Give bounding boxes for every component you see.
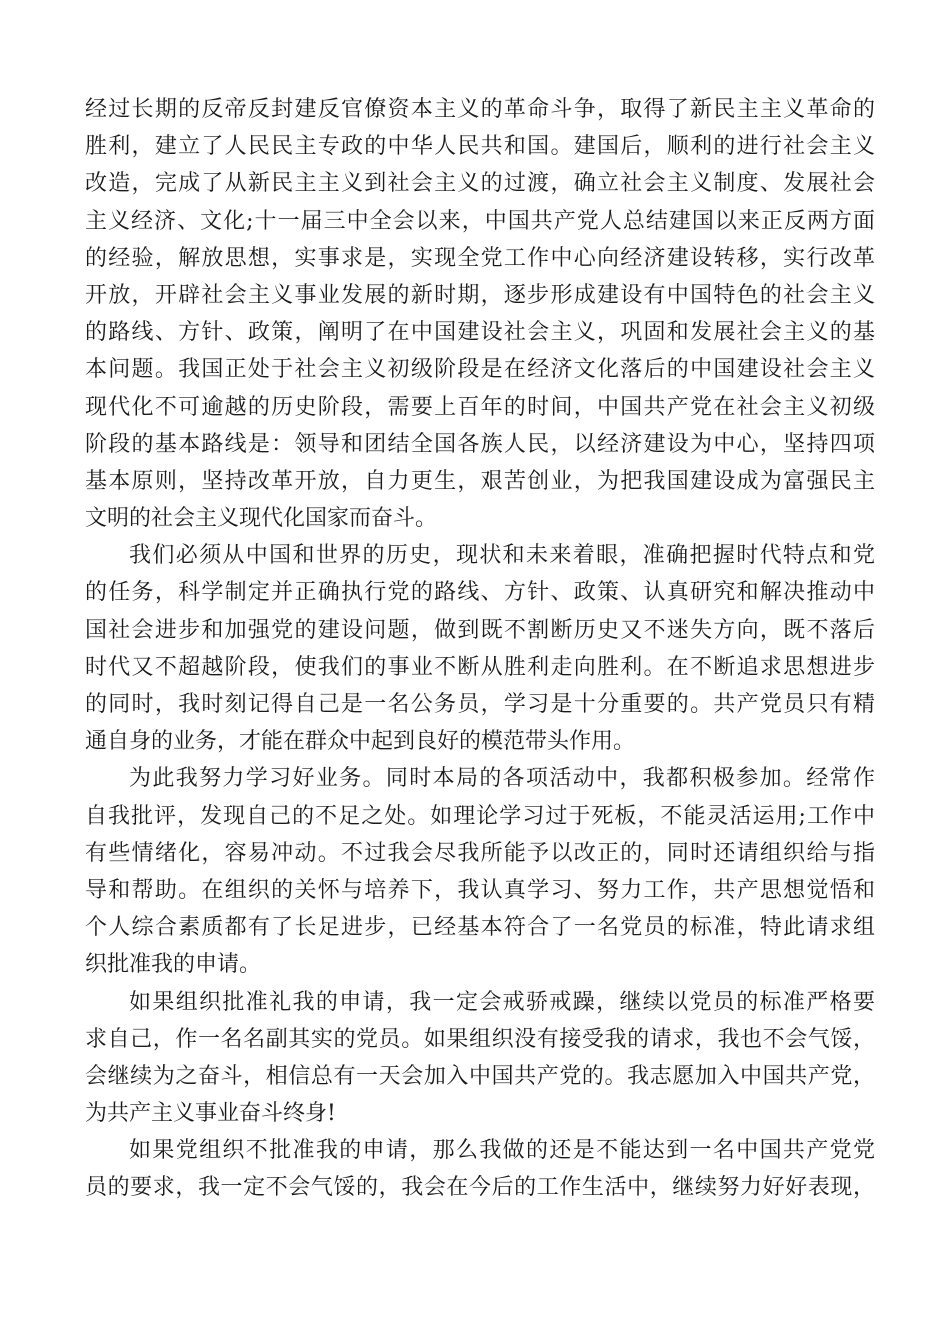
text-line: 有些情绪化，容易冲动。不过我会尽我所能予以改正的，同时还请组织给与指 xyxy=(85,840,875,866)
text-line: 通自身的业务，才能在群众中起到良好的模范带头作用。 xyxy=(85,729,636,755)
text-line: 求自己，作一名名副其实的党员。如果组织没有接受我的请求，我也不会气馁， xyxy=(85,1026,875,1052)
text-line: 个人综合素质都有了长足进步，已经基本符合了一名党员的标准，特此请求组 xyxy=(85,915,875,941)
text-line: 为共产主义事业奋斗终身! xyxy=(85,1101,336,1127)
paragraph-5 xyxy=(85,1132,875,1206)
text-line: 如果党组织不批准我的申请，那么我做的还是不能达到一名中国共产党党 xyxy=(129,1138,875,1164)
text-line: 导和帮助。在组织的关怀与培养下，我认真学习、努力工作，共产思想觉悟和 xyxy=(85,877,875,903)
text-line: 自我批评，发现自己的不足之处。如理论学习过于死板，不能灵活运用;工作中 xyxy=(85,803,875,829)
text-line: 员的要求，我一定不会气馁的，我会在今后的工作生活中，继续努力好好表现， xyxy=(85,1175,875,1201)
text-line: 的路线、方针、政策，阐明了在中国建设社会主义，巩固和发展社会主义的基 xyxy=(85,320,875,346)
text-line: 的经验，解放思想，实事求是，实现全党工作中心向经济建设转移，实行改革 xyxy=(85,245,875,271)
paragraph-2 xyxy=(85,537,875,760)
text-line: 开放，开辟社会主义事业发展的新时期，逐步形成建设有中国特色的社会主义 xyxy=(85,282,875,308)
text-line: 现代化不可逾越的历史阶段，需要上百年的时间，中国共产党在社会主义初级 xyxy=(85,394,875,420)
document-body xyxy=(85,91,875,1207)
text-line: 时代又不超越阶段，使我们的事业不断从胜利走向胜利。在不断追求思想进步 xyxy=(85,654,875,680)
text-line: 阶段的基本路线是：领导和团结全国各族人民，以经济建设为中心，坚持四项 xyxy=(85,431,875,457)
text-line: 会继续为之奋斗，相信总有一天会加入中国共产党的。我志愿加入中国共产党， xyxy=(85,1063,875,1089)
text-line: 如果组织批准礼我的申请，我一定会戒骄戒躁，继续以党员的标准严格要 xyxy=(129,989,875,1015)
text-line: 的任务，科学制定并正确执行党的路线、方针、政策、认真研究和解决推动中 xyxy=(85,580,875,606)
text-line: 为此我努力学习好业务。同时本局的各项活动中，我都积极参加。经常作 xyxy=(129,766,875,792)
text-line: 改造，完成了从新民主主义到社会主义的过渡，确立社会主义制度、发展社会 xyxy=(85,171,875,197)
text-line: 的同时，我时刻记得自己是一名公务员，学习是十分重要的。共产党员只有精 xyxy=(85,692,875,717)
text-line: 胜利，建立了人民民主专政的中华人民共和国。建国后，顺利的进行社会主义 xyxy=(85,134,875,160)
paragraph-3 xyxy=(85,760,875,983)
text-line: 经过长期的反帝反封建反官僚资本主义的革命斗争，取得了新民主主义革命的 xyxy=(85,97,875,122)
text-line: 主义经济、文化;十一届三中全会以来，中国共产党人总结建国以来正反两方面 xyxy=(85,208,875,234)
text-line: 国社会进步和加强党的建设问题，做到既不割断历史又不迷失方向，既不落后 xyxy=(85,617,875,643)
text-line: 文明的社会主义现代化国家而奋斗。 xyxy=(85,506,438,532)
text-line: 我们必须从中国和世界的历史，现状和未来着眼，准确把握时代特点和党 xyxy=(129,543,875,569)
paragraph-4 xyxy=(85,984,875,1133)
paragraph-1 xyxy=(85,91,875,537)
text-line: 织批准我的申请。 xyxy=(85,952,262,978)
text-line: 本问题。我国正处于社会主义初级阶段是在经济文化落后的中国建设社会主义 xyxy=(85,357,875,383)
text-line: 基本原则，坚持改革开放，自力更生，艰苦创业，为把我国建设成为富强民主 xyxy=(85,468,875,494)
